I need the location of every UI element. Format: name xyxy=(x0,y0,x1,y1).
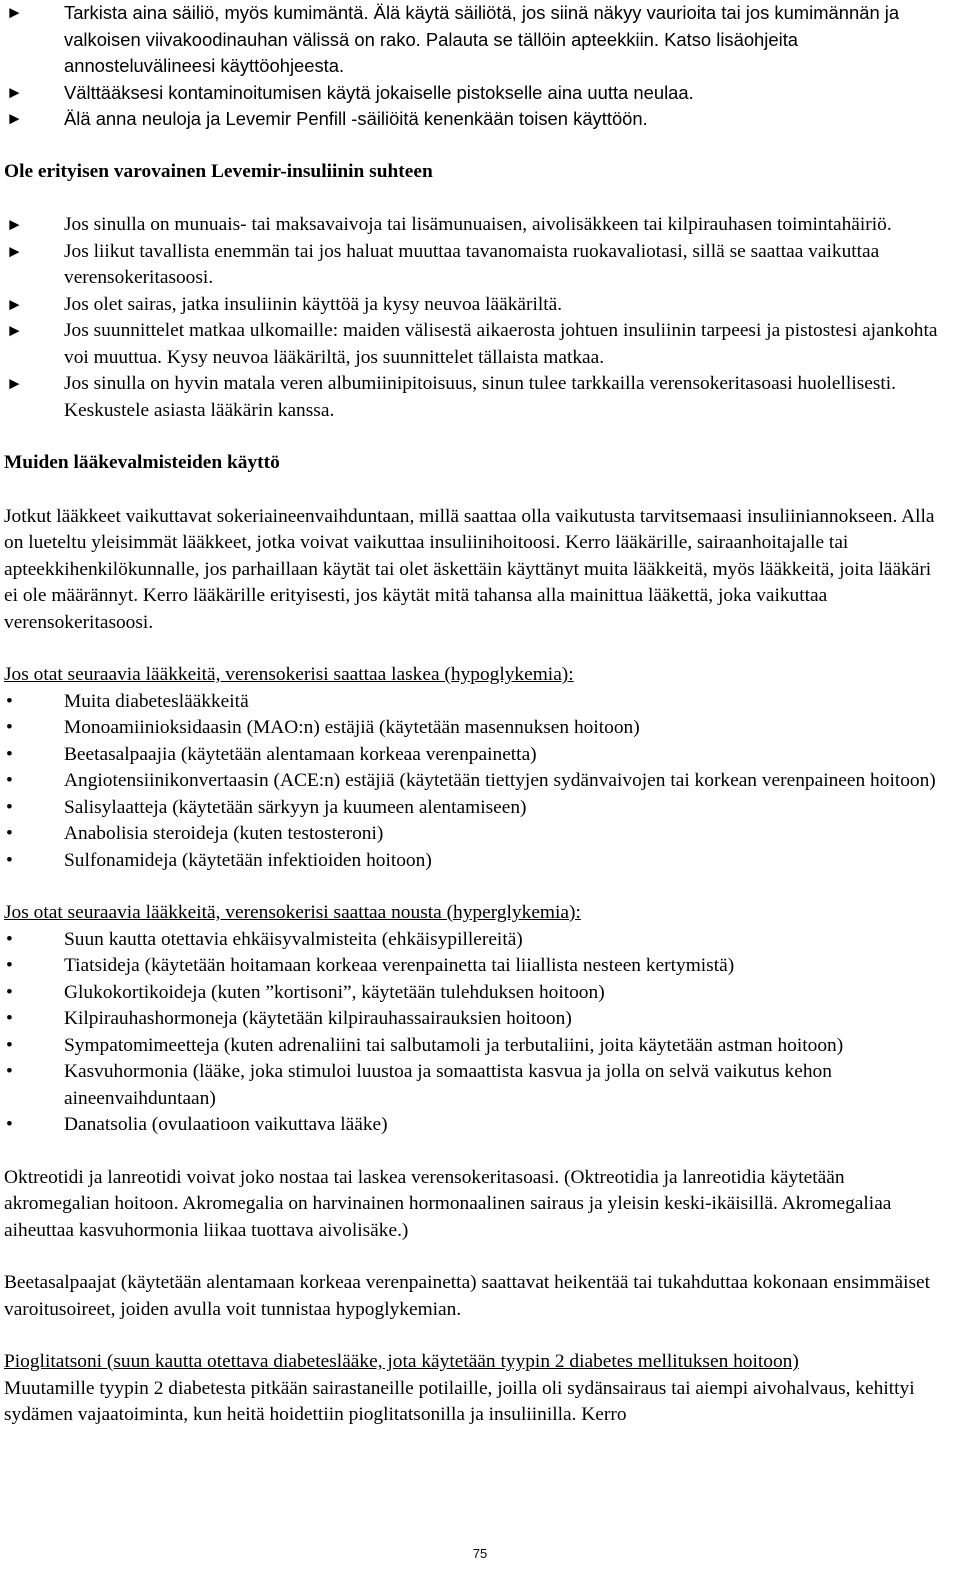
arrow-bullet-icon: ► xyxy=(6,3,23,22)
hypoglycemia-heading: Jos otat seuraavia lääkkeitä, verensokerisi saattaa laskea (hypoglykemia): xyxy=(4,664,574,685)
list-item-text: Jos suunnittelet matkaa ulkomaille: maiden välisestä aikaerosta johtuen insuliinin tarpeesi ja pistostesi ajankohta voi muuttua. Kysy neuvoa lääkäriltä, jos suunnittelet tällaista matkaa. xyxy=(64,320,938,368)
list-item xyxy=(4,371,948,424)
list-item-text: Suun kautta otettavia ehkäisyvalmisteita (ehkäisypillereitä) xyxy=(64,928,523,950)
list-item xyxy=(4,768,948,795)
bullet-icon: • xyxy=(6,796,13,818)
hypoglycemia-list xyxy=(4,689,948,875)
list-item-text: Anabolisia steroideja (kuten testosteroni) xyxy=(64,823,384,844)
caution-list xyxy=(4,212,948,424)
list-item-text: Jos liikut tavallista enemmän tai jos haluat muuttaa tavanomaista ruokavaliotasi, sillä se saattaa vaikuttaa verensokeritasoosi. xyxy=(64,240,880,288)
list-item xyxy=(4,980,948,1007)
bullet-icon: • xyxy=(6,928,13,950)
list-item-text: Tarkista aina säiliö, myös kumimäntä. Älä käytä säiliötä, jos siinä näkyy vaurioita tai jos kumimännän ja valkoisen viivakoodinauhan välissä on rako. Palauta se tällöin apteekkiin. Katso lisäohjeita annosteluvälineesi käyttöohjeesta. xyxy=(64,2,900,76)
list-item-text: Beetasalpaajia (käytetään alentamaan korkeaa verenpainetta) xyxy=(64,743,537,765)
top-instructions-list xyxy=(4,0,948,133)
bullet-icon: • xyxy=(6,1114,13,1135)
document-page xyxy=(4,0,948,1429)
list-item xyxy=(4,1059,948,1112)
bullet-icon: • xyxy=(6,717,13,738)
list-item xyxy=(4,80,948,107)
arrow-bullet-icon: ► xyxy=(6,294,23,314)
octreotide-paragraph: Oktreotidi ja lanreotidi voivat joko nostaa tai laskea verensokeritasoasi. (Oktreotidia ja lanreotidia käytetään akromegalian hoitoon. Akromegalia on harvinainen hormonaalinen sairaus ja yleisin keski-ikäisillä. Akromegaliaa aiheuttaa kasvuhormonia liikaa tuottava aivolisäke.) xyxy=(4,1166,892,1241)
list-item xyxy=(4,0,948,80)
list-item xyxy=(4,239,948,292)
list-item-text: Salisylaatteja (käytetään särkyyn ja kuumeen alentamiseen) xyxy=(64,796,527,818)
list-item xyxy=(4,212,948,239)
list-item-text: Välttääksesi kontaminoitumisen käytä jokaiselle pistokselle aina uutta neulaa. xyxy=(64,81,694,103)
list-item xyxy=(4,106,948,133)
other-medicines-heading: Muiden lääkevalmisteiden käyttö xyxy=(4,452,280,473)
list-item xyxy=(4,318,948,371)
list-item-text: Sympatomimeetteja (kuten adrenaliini tai salbutamoli ja terbutaliini, joita käytetään astman hoitoon) xyxy=(64,1034,844,1056)
list-item-text: Angiotensiinikonvertaasin (ACE:n) estäjiä (käytetään tiettyjen sydänvaivojen tai korkean verenpaineen hoitoon) xyxy=(64,770,936,791)
caution-heading: Ole erityisen varovainen Levemir-insuliinin suhteen xyxy=(4,160,433,182)
list-item xyxy=(4,1112,948,1139)
list-item xyxy=(4,821,948,848)
list-item xyxy=(4,927,948,954)
list-item-text: Sulfonamideja (käytetään infektioiden hoitoon) xyxy=(64,849,432,871)
list-item xyxy=(4,689,948,716)
bullet-icon: • xyxy=(6,1008,13,1029)
pioglitazone-paragraph: Muutamille tyypin 2 diabetesta pitkään sairastaneille potilaille, joilla oli sydänsairaus tai aiempi aivohalvaus, kehittyi sydämen vajaatoiminta, kun heitä hoidettiin pioglitatsonilla ja insuliinilla. Kerro xyxy=(4,1377,915,1425)
bullet-icon: • xyxy=(6,770,13,791)
list-item-text: Danatsolia (ovulaatioon vaikuttava lääke) xyxy=(64,1114,388,1135)
list-item-text: Glukokortikoideja (kuten ”kortisoni”, käytetään tulehduksen hoitoon) xyxy=(64,981,605,1003)
bullet-icon: • xyxy=(6,823,13,844)
bullet-icon: • xyxy=(6,743,13,765)
list-item-text: Tiatsideja (käytetään hoitamaan korkeaa verenpainetta tai liiallista nesteen kertymistä) xyxy=(64,955,735,976)
list-item-text: Muita diabeteslääkkeitä xyxy=(64,690,249,712)
list-item xyxy=(4,1006,948,1033)
list-item-text: Kasvuhormonia (lääke, joka stimuloi luustoa ja somaattista kasvua ja jolla on selvä vaikutus kehon aineenvaihduntaan) xyxy=(64,1061,832,1109)
arrow-bullet-icon: ► xyxy=(6,374,23,393)
list-item-text: Monoamiinioksidaasin (MAO:n) estäjiä (käytetään masennuksen hoitoon) xyxy=(64,717,640,738)
hyperglycemia-list xyxy=(4,927,948,1139)
hyperglycemia-heading: Jos otat seuraavia lääkkeitä, verensokerisi saattaa nousta (hyperglykemia): xyxy=(4,902,581,923)
bullet-icon: • xyxy=(6,1034,13,1056)
list-item-text: Älä anna neuloja ja Levemir Penfill -säiliöitä kenenkään toisen käyttöön. xyxy=(64,108,648,129)
arrow-bullet-icon: ► xyxy=(6,109,23,128)
bullet-icon: • xyxy=(6,690,13,712)
pioglitazone-heading: Pioglitatsoni (suun kautta otettava diabeteslääke, jota käytetään tyypin 2 diabetes mellituksen hoitoon) xyxy=(4,1351,799,1372)
list-item xyxy=(4,1033,948,1060)
list-item xyxy=(4,848,948,875)
list-item xyxy=(4,292,948,319)
list-item-text: Kilpirauhashormoneja (käytetään kilpirauhassairauksien hoitoon) xyxy=(64,1008,572,1029)
list-item-text: Jos sinulla on hyvin matala veren albumiinipitoisuus, sinun tulee tarkkailla verensokeritasoasi huolellisesti. Keskustele asiasta lääkärin kanssa. xyxy=(64,373,897,421)
bullet-icon: • xyxy=(6,981,13,1003)
betablocker-paragraph: Beetasalpaajat (käytetään alentamaan korkeaa verenpainetta) saattavat heikentää tai tukahduttaa kokonaan ensimmäiset varoitusoireet, joiden avulla voit tunnistaa hypoglykemian. xyxy=(4,1272,930,1320)
arrow-bullet-icon: ► xyxy=(6,82,23,102)
list-item-text: Jos olet sairas, jatka insuliinin käyttöä ja kysy neuvoa lääkäriltä. xyxy=(64,293,563,315)
list-item xyxy=(4,953,948,980)
bullet-icon: • xyxy=(6,955,13,976)
bullet-icon: • xyxy=(6,1061,13,1082)
bullet-icon: • xyxy=(6,849,13,871)
arrow-bullet-icon: ► xyxy=(6,321,23,340)
list-item-text: Jos sinulla on munuais- tai maksavaivoja tai lisämunuaisen, aivolisäkkeen tai kilpirauhasen toimintahäiriö. xyxy=(64,214,892,235)
other-medicines-intro: Jotkut lääkkeet vaikuttavat sokeriaineenvaihduntaan, millä saattaa olla vaikutusta tarvitsemaasi insuliiniannokseen. Alla on lueteltu yleisimmät lääkkeet, jotka voivat vaikuttaa insuliinihoitoosi. Kerro lääkärille, sairaanhoitajalle tai apteekkihenkilökunnalle, jos parhaillaan käytät tai olet äskettäin käyttänyt muita lääkkeitä, myös lääkkeitä, joita lääkäri ei ole määrännyt. Kerro lääkärille erityisesti, jos käytät mitä tahansa alla mainittua lääkettä, joka vaikuttaa verensokeritasoosi. xyxy=(4,505,935,633)
list-item xyxy=(4,742,948,769)
arrow-bullet-icon: ► xyxy=(6,215,23,234)
list-item xyxy=(4,795,948,822)
arrow-bullet-icon: ► xyxy=(6,241,23,261)
page-number: 75 xyxy=(472,1546,488,1561)
list-item xyxy=(4,715,948,742)
